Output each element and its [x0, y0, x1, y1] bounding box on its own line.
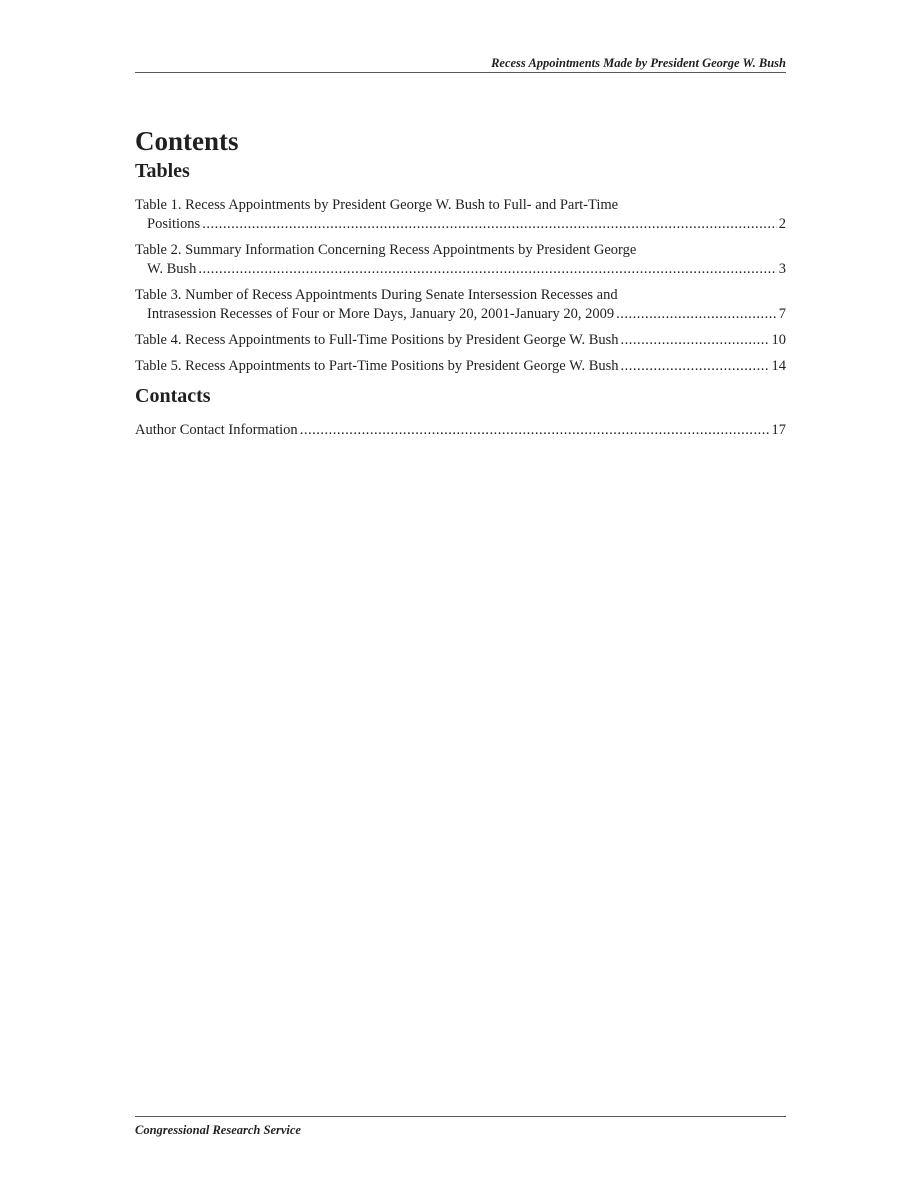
toc-entry-text-continued: Intrasession Recesses of Four or More Days, January 20, 2001-January 20, 2009: [147, 306, 615, 322]
toc-page-number: 14: [771, 358, 786, 374]
toc-entry-table-4[interactable]: [135, 331, 786, 350]
toc-page-number: 2: [778, 216, 786, 232]
toc-entry-table-5[interactable]: [135, 357, 786, 376]
toc-entry-table-3[interactable]: [135, 286, 786, 324]
toc-entry-text-continued: Positions: [147, 216, 201, 232]
toc-page-number: 3: [778, 261, 786, 277]
toc-page-number: 7: [778, 306, 786, 322]
contacts-heading: Contacts: [135, 385, 211, 407]
dot-leader: [621, 357, 770, 376]
toc-entry-author-contact[interactable]: [135, 421, 786, 440]
dot-leader: [616, 305, 777, 324]
running-header: [135, 55, 786, 73]
toc-entry-text-continued: W. Bush: [147, 261, 197, 277]
dot-leader: [621, 331, 770, 350]
dot-leader: [300, 421, 770, 440]
toc-entry-text: Table 2. Summary Information Concerning Recess Appointments by President George: [135, 242, 637, 258]
toc-page-number: 17: [771, 422, 786, 438]
dot-leader: [202, 215, 777, 234]
toc-entry-text: Table 1. Recess Appointments by President George W. Bush to Full- and Part-Time: [135, 197, 619, 213]
toc-entry-text: Author Contact Information: [135, 422, 298, 438]
toc-entry-table-2[interactable]: [135, 241, 786, 279]
running-footer: [135, 1116, 786, 1138]
toc-entry-text: Table 4. Recess Appointments to Full-Time Positions by President George W. Bush: [135, 332, 619, 348]
page-title: Contents: [135, 126, 239, 156]
dot-leader: [198, 260, 776, 279]
footer-organization: Congressional Research Service: [135, 1123, 301, 1137]
toc-page-number: 10: [771, 332, 786, 348]
toc-entry-table-1[interactable]: [135, 196, 786, 234]
toc-entry-text: Table 5. Recess Appointments to Part-Time Positions by President George W. Bush: [135, 358, 619, 374]
running-header-title: Recess Appointments Made by President George W. Bush: [491, 56, 786, 70]
tables-list: [135, 196, 786, 376]
toc-entry-text: Table 3. Number of Recess Appointments During Senate Intersession Recesses and: [135, 287, 618, 303]
contacts-list: [135, 421, 786, 440]
contents-page: [135, 124, 786, 447]
tables-heading: Tables: [135, 160, 190, 182]
